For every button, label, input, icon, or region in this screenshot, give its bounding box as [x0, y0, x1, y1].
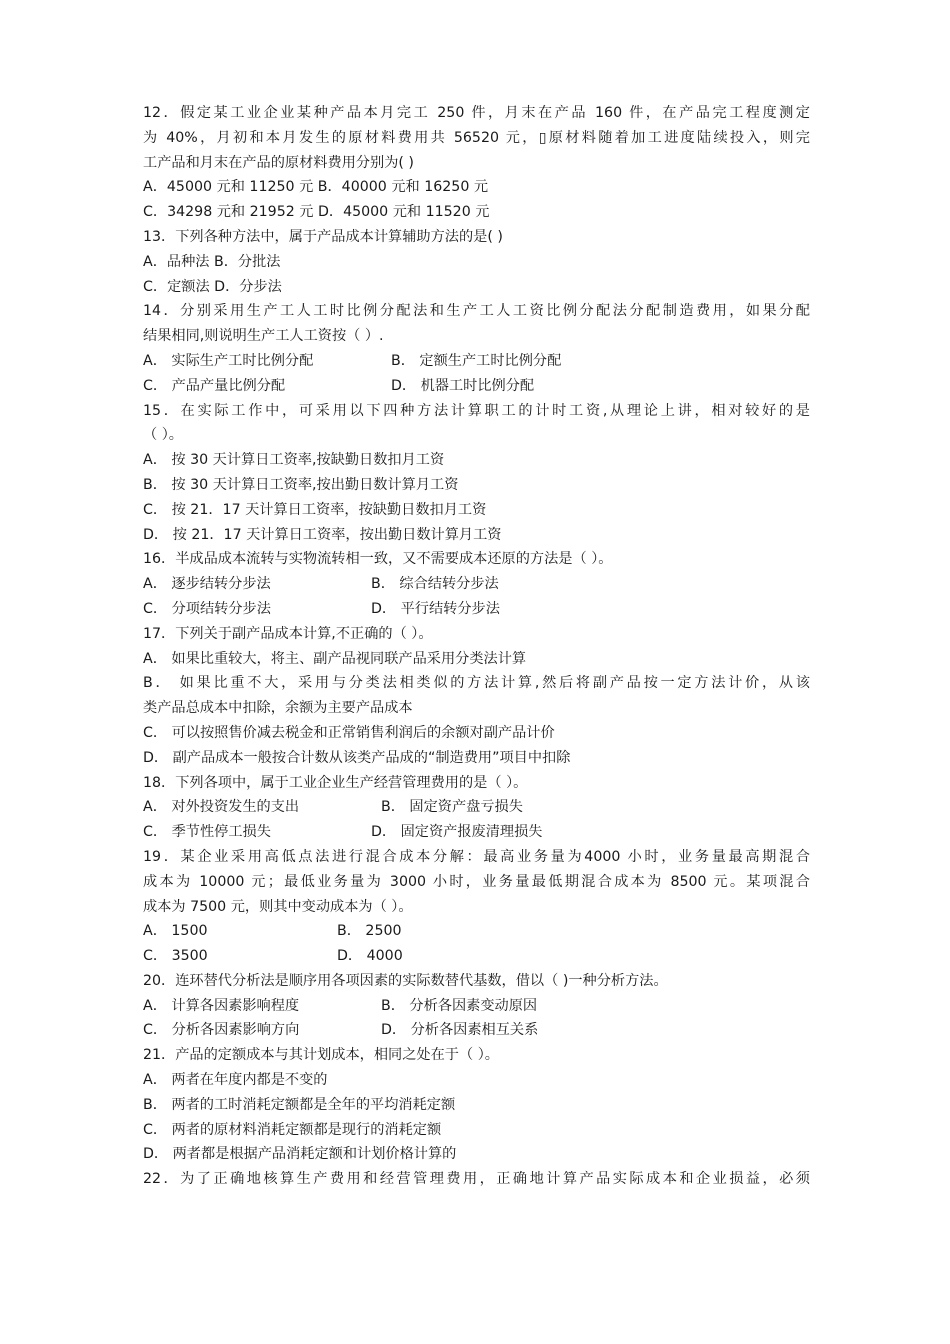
question-18-option-d: D． 固定资产报废清理损失: [371, 824, 543, 841]
question-15-option-c: C． 按 21．17 天计算日工资率，按缺勤日数扣月工资: [143, 501, 487, 518]
question-17-option-b-line-1: B． 如果比重不大，采用与分类法相类似的方法计算,然后将副产品按一定方法计价，从该: [143, 675, 810, 692]
question-19-options-cd: [143, 944, 810, 969]
question-19-line-3: 成本为 7500 元，则其中变动成本为（ ）。: [143, 898, 413, 915]
question-16-option-d: D． 平行结转分步法: [371, 600, 500, 617]
question-14-option-c: C． 产品产量比例分配: [143, 377, 286, 394]
question-18-option-a: A． 对外投资发生的支出: [143, 799, 300, 816]
question-21-option-a: A． 两者在年度内都是不变的: [143, 1072, 328, 1089]
question-20-option-b: B． 分析各因素变动原因: [381, 997, 538, 1014]
question-18-option-b: B． 固定资产盘亏损失: [381, 799, 523, 816]
question-17-stem: 17．下列关于副产品成本计算,不正确的（ ）。: [143, 625, 433, 642]
question-21-stem: 21．产品的定额成本与其计划成本，相同之处在于（ ）。: [143, 1047, 499, 1064]
question-20-options-cd: [143, 1018, 810, 1043]
question-12-line-2: 为 40%，月初和本月发生的原材料费用共 56520 元，▯原材料随着加工进度陆续投入，则完: [143, 129, 810, 146]
question-14-options-ab: [143, 349, 810, 374]
question-19-line-2: 成本为 10000 元；最低业务量为 3000 小时，业务量最低期混合成本为 8500 元。某项混合: [143, 873, 810, 890]
question-13-options-cd: C．定额法 D．分步法: [143, 278, 282, 295]
question-16-options-cd: [143, 597, 810, 622]
question-19-line-1: 19．某企业采用高低点法进行混合成本分解：最高业务量为4000 小时，业务量最高期混合: [143, 848, 810, 865]
question-19-option-c: C． 3500: [143, 948, 208, 965]
question-17-option-a: A． 如果比重较大，将主、副产品视同联产品采用分类法计算: [143, 650, 527, 667]
question-14-option-a: A． 实际生产工时比例分配: [143, 352, 314, 369]
question-14-line-2: 结果相同,则说明生产工人工资按（ ）.: [143, 328, 384, 345]
question-14-options-cd: [143, 374, 810, 399]
question-22-line-1: 22．为了正确地核算生产费用和经营管理费用，正确地计算产品实际成本和企业损益，必须: [143, 1171, 810, 1188]
question-14-line-1: 14．分别采用生产工人工时比例分配法和生产工人工资比例分配法分配制造费用，如果分配: [143, 303, 810, 320]
question-21-option-c: C． 两者的原材料消耗定额都是现行的消耗定额: [143, 1121, 442, 1138]
question-15-line-2: （ ）。: [143, 427, 183, 444]
question-13-options-ab: A．品种法 B．分批法: [143, 253, 281, 270]
question-20-option-d: D． 分析各因素相互关系: [381, 1022, 539, 1039]
question-15-option-b: B． 按 30 天计算日工资率,按出勤日数计算月工资: [143, 476, 459, 493]
question-17-option-c: C． 可以按照售价减去税金和正常销售利润后的余额对副产品计价: [143, 724, 555, 741]
question-13-stem: 13．下列各种方法中，属于产品成本计算辅助方法的是( ): [143, 228, 503, 245]
question-19-option-b: B． 2500: [337, 923, 402, 940]
question-12-options-cd: C．34298 元和 21952 元 D．45000 元和 11520 元: [143, 204, 490, 221]
question-12-line-1: 12．假定某工业企业某种产品本月完工 250 件，月末在产品 160 件，在产品完工程度测定: [143, 105, 810, 121]
question-16-stem: 16．半成品成本流转与实物流转相一致，又不需要成本还原的方法是（ ）。: [143, 551, 613, 568]
question-20-option-c: C． 分析各因素影响方向: [143, 1022, 300, 1039]
question-17-option-b-line-2: 类产品总成本中扣除，余额为主要产品成本: [143, 700, 413, 717]
question-20-stem: 20．连环替代分析法是顺序用各项因素的实际数替代基数，借以（ )一种分析方法。: [143, 972, 668, 989]
question-12-options-ab: A．45000 元和 11250 元 B．40000 元和 16250 元: [143, 179, 489, 196]
question-19-option-a: A． 1500: [143, 923, 208, 940]
question-12-line-3: 工产品和月末在产品的原材料费用分别为( ): [143, 154, 414, 171]
question-14-option-d: D． 机器工时比例分配: [391, 377, 535, 394]
question-16-options-ab: [143, 572, 810, 597]
question-14-option-b: B． 定额生产工时比例分配: [391, 352, 562, 369]
question-21-option-d: D． 两者都是根据产品消耗定额和计划价格计算的: [143, 1146, 457, 1163]
question-20-options-ab: [143, 994, 810, 1019]
question-16-option-b: B． 综合结转分步法: [371, 576, 499, 593]
question-18-options-cd: [143, 820, 810, 845]
question-19-options-ab: [143, 919, 810, 944]
question-20-option-a: A． 计算各因素影响程度: [143, 997, 300, 1014]
question-15-option-d: D． 按 21．17 天计算日工资率，按出勤日数计算月工资: [143, 526, 502, 543]
question-16-option-a: A． 逐步结转分步法: [143, 576, 271, 593]
document-content: [143, 101, 810, 1192]
question-19-option-d: D． 4000: [337, 948, 403, 965]
question-16-option-c: C． 分项结转分步法: [143, 600, 271, 617]
question-15-option-a: A． 按 30 天计算日工资率,按缺勤日数扣月工资: [143, 452, 445, 469]
question-18-option-c: C． 季节性停工损失: [143, 824, 271, 841]
question-18-stem: 18．下列各项中，属于工业企业生产经营管理费用的是（ ）。: [143, 774, 528, 791]
question-15-line-1: 15．在实际工作中，可采用以下四种方法计算职工的计时工资,从理论上讲，相对较好的是: [143, 402, 810, 419]
question-18-options-ab: [143, 795, 810, 820]
question-21-option-b: B． 两者的工时消耗定额都是全年的平均消耗定额: [143, 1096, 456, 1113]
question-17-option-d: D． 副产品成本一般按合计数从该类产品成的“制造费用”项目中扣除: [143, 749, 571, 766]
